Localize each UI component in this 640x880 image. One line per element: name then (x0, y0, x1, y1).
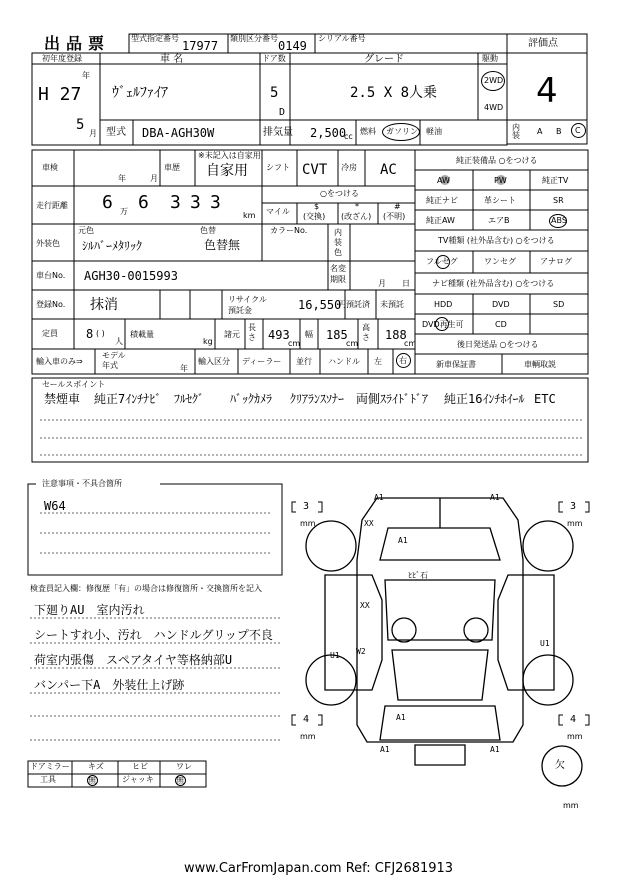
mileage-label: 走行距離 (36, 201, 68, 210)
later-manual: 車輌取説 (524, 360, 556, 369)
interior-b: B (556, 127, 562, 136)
color-label: 外装色 (36, 239, 60, 248)
height-label: 高さ (362, 323, 370, 342)
mileage-check-label: ○をつける (320, 189, 359, 198)
equip-airbag: エアB (488, 216, 510, 225)
tool-crack: ヒビ (132, 762, 148, 771)
reg-label: 初年度登録 (42, 54, 82, 63)
navi-cd: CD (495, 320, 507, 329)
car-value: ｳﾞｪﾙﾌｧｲｱ (112, 85, 168, 101)
load-unit: kg (203, 337, 213, 346)
mileage-man: 万 (120, 207, 128, 216)
year-unit: 年 (82, 71, 90, 80)
orig-color-label: 元色 (78, 226, 94, 235)
tire-rl: 4 (303, 714, 310, 725)
reg-era: H 27 (38, 84, 82, 105)
color-change-label: 色替 (200, 226, 216, 235)
equip-aw: AW (437, 176, 450, 185)
navi-sd: SD (553, 300, 565, 309)
sales-item: 純正16ｲﾝﾁﾎｲｰﾙ (444, 392, 525, 406)
tool-jack: ジャッキ (122, 775, 154, 784)
inspector-line: バンパー下A 外装仕上げ跡 (34, 678, 185, 692)
length-label: 長さ (248, 323, 256, 342)
reg-month: 5 (76, 117, 85, 133)
interior-a: A (537, 127, 543, 136)
tire-rr-unit: mm (567, 732, 583, 741)
sales-item: ﾊﾞｯｸｶﾒﾗ (230, 392, 273, 406)
color-change-value: 色替無 (204, 238, 241, 252)
exchange-label: (交換) (303, 212, 326, 221)
mark-a1: A1 (490, 745, 500, 754)
mark-u1: U1 (330, 651, 340, 660)
spare-unit: mm (563, 801, 579, 810)
door-type: D (279, 107, 286, 118)
equip-aw-mark (440, 175, 450, 185)
month-unit: 月 (89, 129, 97, 138)
mark-xx: XX (364, 519, 374, 528)
class-label: 類別区分番号 (230, 34, 278, 43)
exchange-mark: $ (314, 202, 320, 211)
tamper-mark: * (355, 202, 359, 211)
tire-rl-unit: mm (300, 732, 316, 741)
grade-value: 2.5 X 8人乗 (350, 85, 438, 101)
model-year-label: モデル年式 (102, 351, 126, 370)
equip-pw: PW (494, 176, 507, 185)
capacity-unit: 人 (115, 337, 123, 346)
mark-a1: A1 (380, 745, 390, 754)
inspector-line: 荷室内張傷 スペアタイヤ等格納部U (34, 653, 233, 667)
name-change-label: 名変期限 (330, 264, 346, 284)
mark-a1: A1 (398, 536, 408, 545)
tire-fl-unit: mm (300, 519, 316, 528)
tool-kit-value: 無 (88, 776, 96, 785)
fuel-value: ガソリン (386, 127, 418, 136)
registration-value: 抹消 (90, 297, 118, 313)
recycle-value: 16,550 (298, 298, 342, 312)
capacity-paren: ( ) (96, 329, 105, 338)
equip-navi: 純正ナビ (426, 196, 458, 205)
steering-label: ハンドル (328, 357, 360, 366)
mark-xx: XX (360, 601, 370, 610)
tool-broken: ワレ (176, 762, 192, 771)
chassis-label: 車台No. (36, 271, 66, 280)
interior-label: 内装 (512, 123, 520, 140)
tool-kit: 工具 (40, 775, 56, 784)
name-change-day: 日 (402, 279, 410, 288)
score-label: 評価点 (528, 38, 558, 49)
equip-pw-mark (496, 175, 506, 185)
unknown-mark: # (394, 202, 401, 211)
height-cm: cm (404, 339, 417, 348)
mileage-unit: km (243, 211, 256, 220)
tv-fullseg: フルセグ (426, 257, 458, 266)
tool-scratch: キズ (88, 762, 104, 771)
unknown-label: (不明) (383, 212, 406, 221)
tamper-label: (改ざん) (341, 212, 372, 221)
recycle-not: 未預託 (380, 300, 404, 309)
usage-label: 車歴 (164, 163, 180, 172)
later-title: 後日発送品 ○をつける (457, 340, 539, 349)
mark-a1: A1 (396, 713, 406, 722)
drive-label: 駆動 (482, 54, 498, 63)
equip-tv: 純正TV (542, 176, 569, 185)
parallel-label: 並行 (296, 357, 312, 366)
inspector-line: 下廻りAU 室内汚れ (34, 603, 145, 617)
drive-2wd: 2WD (484, 76, 504, 85)
navi-title: ナビ種類 (社外品含む) ○をつける (432, 279, 555, 288)
navi-hdd: HDD (434, 300, 453, 309)
navi-dvd: DVD (492, 300, 510, 309)
chassis-value: AGH30-0015993 (84, 269, 178, 283)
load-label: 積載量 (130, 330, 154, 339)
ac-value: AC (380, 162, 397, 178)
class-value: 0149 (278, 39, 307, 53)
equip-abs: ABS (551, 216, 567, 225)
tire-fr-unit: mm (567, 519, 583, 528)
oil-label: 軽油 (426, 127, 442, 136)
dim-label: 諸元 (224, 330, 240, 339)
mileage-digit: 3 (190, 192, 201, 213)
notes-line: W64 (44, 499, 66, 513)
orig-color-value: ｼﾙﾊﾞｰﾒﾀﾘｯｸ (82, 239, 143, 253)
inspection-year: 年 (118, 174, 126, 183)
inspector-label: 検査員記入欄：修復歴「有」の場合は修復箇所・交換箇所を記入 (30, 584, 262, 593)
tv-oneseg: ワンセグ (484, 257, 516, 266)
name-change-month: 月 (378, 279, 386, 288)
mileage-digit: 3 (210, 192, 221, 213)
equip-sr: SR (553, 196, 564, 205)
mile-label: マイル (266, 207, 290, 216)
score-value: 4 (536, 71, 558, 111)
right-label: 右 (399, 356, 407, 365)
drive-4wd: 4WD (484, 103, 504, 112)
sales-item: ﾌﾙｾｸﾞ (174, 392, 205, 406)
footer-credit: www.CarFromJapan.com Ref: CFJ2681913 (184, 861, 454, 876)
model-year-unit: 年 (180, 364, 188, 373)
mileage-digits (80, 190, 220, 216)
inspector-line: シートすれ小、汚れ ハンドルグリップ不良 (34, 628, 273, 642)
import-label: 輸入車のみ⇒ (36, 357, 83, 366)
displacement-unit: cc (344, 132, 353, 141)
equipment-title: 純正装備品 ○をつける (456, 156, 538, 165)
color-no-label: カラーNo. (270, 226, 308, 235)
mileage-digit: 6 (102, 192, 113, 213)
mark-a1: A1 (490, 493, 500, 502)
displacement-label: 排気量 (263, 127, 293, 138)
recycle-label: リサイクル預託金 (228, 295, 267, 315)
width-label: 幅 (305, 330, 313, 339)
left-label: 左 (374, 357, 382, 366)
length-cm: cm (288, 339, 301, 348)
notes-label: 注意事項・不具合箇所 (42, 479, 122, 488)
width-cm: cm (346, 339, 359, 348)
sales-label: セールスポイント (42, 380, 106, 389)
length-value: 493 (268, 328, 290, 342)
spare-tire: 欠 (555, 760, 565, 771)
tire-rr: 4 (570, 714, 577, 725)
later-warranty: 新車保証書 (436, 360, 476, 369)
interior-color-label: 内装色 (334, 228, 342, 257)
car-label: 車 名 (160, 54, 184, 65)
tire-fl: 3 (303, 501, 310, 512)
sales-item: 両側ｽﾗｲﾄﾞﾄﾞｱ (356, 392, 429, 406)
capacity-label: 定員 (42, 329, 58, 338)
sales-item: 禁煙車 (44, 392, 81, 406)
mark-windshield: ﾋﾋﾞ石 (408, 571, 428, 580)
mark-a1: A1 (374, 493, 384, 502)
equip-aw2: 純正AW (426, 216, 455, 225)
ac-label: 冷房 (341, 163, 357, 172)
width-value: 185 (326, 328, 348, 342)
navi-dvd-play: DVD再生可 (422, 320, 464, 329)
mileage-digit: 3 (170, 192, 181, 213)
dealer-label: ディーラー (242, 357, 282, 366)
usage-note: ※未記入は自家用 (198, 151, 261, 160)
shift-label: シフト (266, 163, 290, 172)
form-title: 出品票 (44, 34, 111, 53)
door-value: 5 (270, 85, 279, 101)
mark-u1: U1 (540, 639, 550, 648)
interior-c: C (575, 126, 581, 135)
model-value: DBA-AGH30W (142, 126, 215, 140)
door-label: ドア数 (262, 54, 286, 63)
height-value: 188 (385, 328, 407, 342)
type-cert-value: 17977 (182, 39, 219, 53)
mark-w2: W2 (356, 647, 366, 656)
sales-item: 純正7ｲﾝﾁﾅﾋﾞ (94, 392, 162, 406)
recycle-deposited: 円預託済 (338, 300, 370, 309)
fuel-label: 燃料 (360, 127, 376, 136)
tire-fr: 3 (570, 501, 577, 512)
inspection-month: 月 (150, 174, 158, 183)
displacement-value: 2,500 (310, 126, 347, 140)
equip-leather: 革シート (484, 196, 516, 205)
tv-title: TV種類 (社外品含む) ○をつける (438, 236, 555, 245)
tool-mirror: ドアミラー (30, 762, 70, 771)
inspection-label: 車検 (42, 163, 58, 172)
model-label: 型式 (106, 127, 126, 138)
sales-item: ｸﾘｱﾗﾝｽｿﾅｰ (290, 392, 345, 406)
tv-analog: アナログ (540, 257, 572, 266)
tool-jack-value: 無 (176, 776, 184, 785)
sales-item: ETC (534, 392, 556, 406)
sales-items (44, 393, 584, 409)
shift-value: CVT (302, 162, 328, 178)
type-cert-label: 型式指定番号 (131, 34, 179, 43)
capacity-value: 8 (86, 327, 94, 341)
usage-value: 自家用 (206, 163, 248, 179)
registration-label: 登録No. (36, 300, 66, 309)
serial-label: シリアル番号 (318, 34, 366, 43)
import-type-label: 輸入区分 (198, 357, 230, 366)
grade-label: グレード (364, 54, 404, 65)
mileage-digit: 6 (138, 192, 149, 213)
